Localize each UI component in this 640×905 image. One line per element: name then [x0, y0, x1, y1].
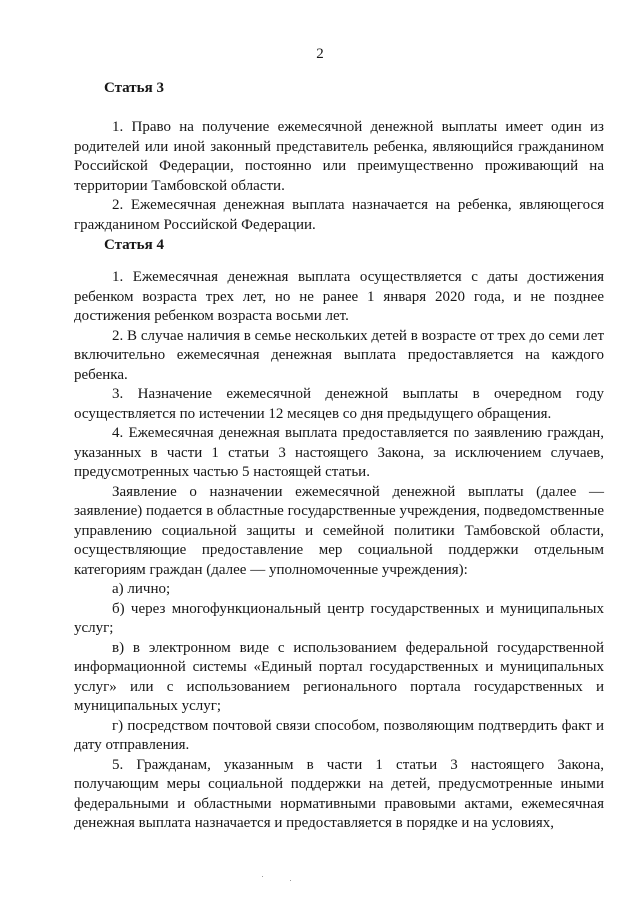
article-4-paragraph-3: 3. Назначение ежемесячной денежной выплаты в очередном году осуществляется по истечении 12 месяцев со дня предыдущего обращения.: [74, 386, 604, 422]
article-4-item-a: а) лично;: [112, 581, 171, 597]
article-4-paragraph-2: 2. В случае наличия в семье нескольких детей в возрасте от трех до семи лет включительно ежемесячная денежная выплата предоставляется на каждого ребенка.: [74, 327, 604, 383]
article-4-paragraph-5: 5. Гражданам, указанным в части 1 статьи 3 настоящего Закона, получающим меры социальной поддержки на детей, предусмотренные иными федеральными и областными нормативными правовыми актами, ежемесячная денежная выплата назначается и предоставляется в порядке и на условиях,: [74, 756, 604, 831]
article-4-paragraph-4: 4. Ежемесячная денежная выплата предоставляется по заявлению граждан, указанных в части 1 статьи 3 настоящего Закона, за исключением случаев, предусмотренных частью 5 настоящей статьи.: [74, 425, 604, 480]
article-4-body: [74, 268, 604, 834]
article-4-paragraph-application: Заявление о назначении ежемесячной денежной выплаты (далее — заявление) подается в областные государственные учреждения, подведомственные управлению социальной защиты и семейной политики Тамбовской области, осуществляющие предоставление мер социальной поддержки отдельным категориям граждан (далее — уполномоченные учреждения):: [74, 483, 604, 578]
article-3-paragraph-1: 1. Право на получение ежемесячной денежной выплаты имеет один из родителей или иной законный представитель ребенка, являющийся гражданином Российской Федерации, постоянно или преимущественно проживающий на территории Тамбовской области.: [74, 119, 604, 194]
article-3-paragraph-2: 2. Ежемесячная денежная выплата назначается на ребенка, являющегося гражданином Российской Федерации.: [74, 197, 604, 233]
article-3-body: [74, 118, 604, 235]
article-4-item-g: г) посредством почтовой связи способом, позволяющим подтвердить факт и дату отправления.: [74, 717, 604, 753]
article-4-item-b: б) через многофункциональный центр государственных и муниципальных услуг;: [74, 600, 604, 636]
article-4-heading: Статья 4: [104, 237, 164, 253]
page-number: 2: [316, 46, 324, 62]
article-4-item-v: в) в электронном виде с использованием федеральной государственной информационной системы «Единый портал государственных и муниципальных услуг» или с использованием регионального портала государственных и муниципальных услуг;: [74, 639, 604, 714]
scan-speck: [290, 880, 291, 881]
article-4-paragraph-1: 1. Ежемесячная денежная выплата осуществляется с даты достижения ребенком возраста трех лет, но не ранее 1 января 2020 года, и не позднее достижения ребенком возраста восьми лет.: [74, 269, 604, 324]
scan-speck: [262, 876, 263, 877]
article-3-heading: Статья 3: [104, 80, 164, 96]
